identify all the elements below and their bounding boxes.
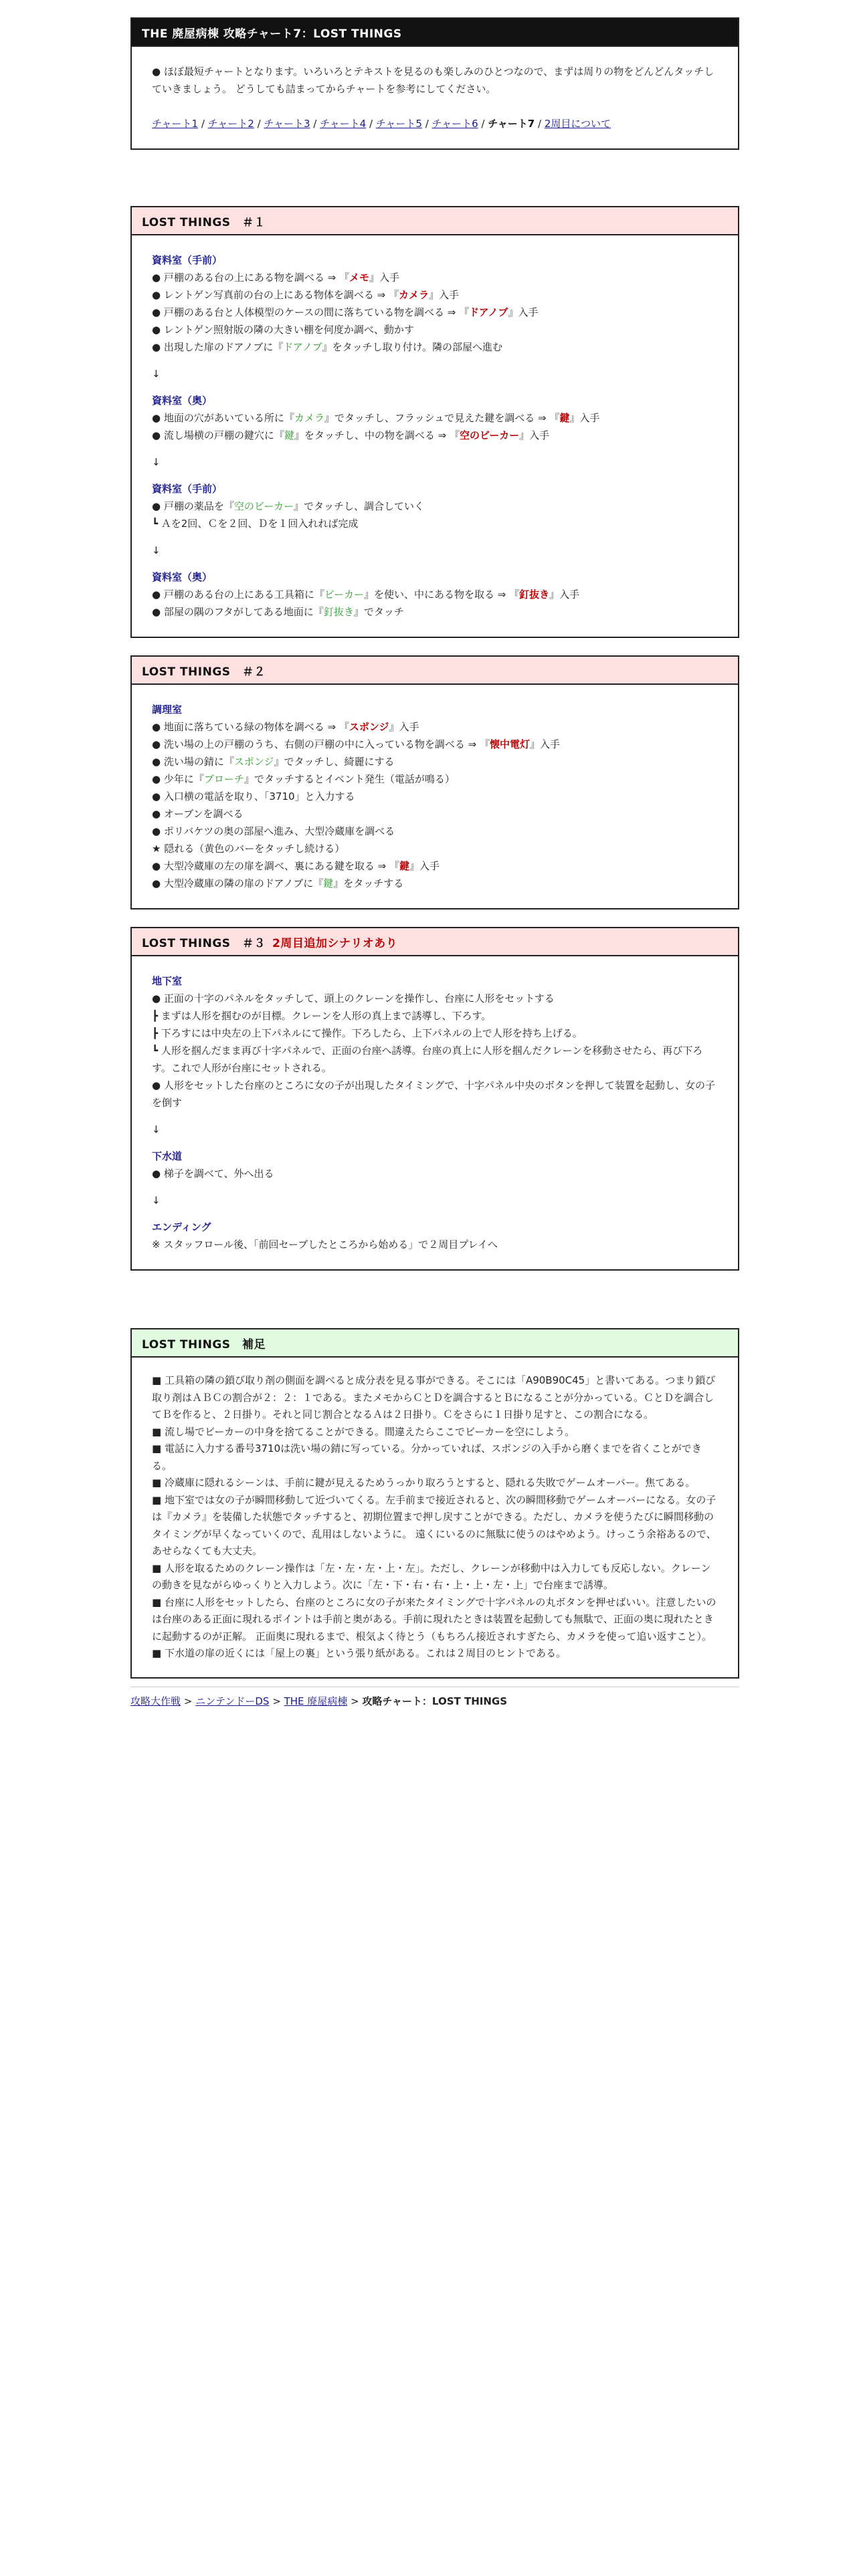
part2-box: [130, 655, 739, 909]
section-heading: 下水道: [152, 1150, 183, 1162]
spacer: [130, 167, 739, 206]
step-line: [152, 875, 718, 892]
step-text: ● レントゲン照射版の隣の大きい棚を何度か調べ、動かす: [152, 324, 414, 336]
step-text: ● ポリバケツの奥の部屋へ進み、大型冷蔵庫を調べる: [152, 825, 395, 837]
breadcrumb-separator: >: [181, 1695, 196, 1707]
item-used: 釘抜き: [323, 606, 354, 618]
chart-nav: [152, 115, 718, 132]
intro-title: THE 廃屋病棟 攻略チャート7：LOST THINGS: [132, 19, 738, 47]
step-text: ● オーブンを調べる: [152, 808, 244, 820]
item-used: 鍵: [323, 877, 334, 889]
item-used: 鍵: [284, 429, 294, 441]
note-item: ■ 工具箱の隣の鎖び取り剤の側面を調べると成分表を見る事ができる。そこには「A90B90C45」と書いてある。つまり鎖び取り剤はＡＢＣの割合が２：２：１である。またメモからＣとＤを調合するとＢになることが分かっている。ＣとＤを調合してＢを作ると、２日掛り。それと同じ割合となるＡは２日掛り。Ｃをさらに１日掛り足すと、この割合になる。: [152, 1374, 716, 1420]
step-line: [152, 427, 718, 444]
chart-link-2[interactable]: チャート2: [207, 118, 254, 130]
section-heading: 地下室: [152, 975, 183, 987]
step-line: [152, 788, 718, 805]
note-item: ■ 冷蔵庫に隠れるシーンは、手前に鍵が見えるためうっかり取ろうとすると、隠れる失敗でゲームオーバー。焦てある。: [152, 1477, 696, 1489]
step-line: [152, 1236, 718, 1253]
item-obtained: メモ: [349, 272, 369, 284]
item-used: ドアノブ: [283, 341, 322, 353]
step-text: ● 人形をセットした台座のところに女の子が出現したタイミングで、十字パネル中央のボタンを押して装置を起動し、女の子を倒す: [152, 1079, 715, 1109]
intro-text: ● ほぼ最短チャートとなります。いろいろとテキストを見るのも楽しみのひとつなので、まずは周りの物をどんどんタッチしていきましょう。 どうしても詰まってからチャートを参考にしてください。: [152, 66, 714, 95]
step-text: 』入手: [429, 289, 460, 301]
item-obtained: カメラ: [399, 289, 430, 301]
nav-separator: /: [478, 118, 488, 130]
step-line: [152, 736, 718, 753]
step-line: [152, 515, 718, 532]
step-text: ● 部屋の隅のフタがしてある地面に『: [152, 606, 324, 618]
step-line: [152, 603, 718, 621]
part3-box: [130, 927, 739, 1271]
section-heading: 資料室（奥）: [152, 395, 213, 407]
step-text: ┗ Ａを2回、Ｃを２回、Ｄを１回入れれば完成: [152, 518, 359, 530]
note-item: ■ 地下室では女の子が瞬間移動して近づいてくる。左手前まで接近されると、次の瞬間移動でゲームオーバーになる。女の子は『カメラ』を装備した状態でタッチすると、初期位置まで押し戻すことができる。ただし、カメラを使うたびに瞬間移動のタイミングが早くなっていくので、乱用はしないように。 遠くにいるのに無駄に使うのはやめよう。けっこう余裕あるので、あせらなくても大丈夫。: [152, 1493, 717, 1557]
item-obtained: 空のビーカー: [459, 429, 520, 441]
item-used: 空のビーカー: [233, 500, 294, 512]
spacer: [130, 1288, 739, 1328]
step-line: [152, 1007, 718, 1025]
step-text: ● 洗い場の錆に『: [152, 756, 234, 768]
step-line: [152, 269, 718, 286]
step-text: 』入手: [569, 412, 600, 424]
step-text: ● 戸棚のある台の上にある工具箱に『: [152, 588, 324, 601]
step-text: ┣ まずは人形を掴むのが目標。クレーンを人形の真上まで誘導し、下ろす。: [152, 1010, 492, 1022]
step-line: [152, 1077, 718, 1111]
step-text: ● レントゲン写真前の台の上にある物体を調べる ⇒ 『: [152, 289, 399, 301]
step-line: [152, 1025, 718, 1042]
step-text: 』でタッチ: [353, 606, 404, 618]
step-line: [152, 823, 718, 840]
part3-body: [132, 956, 738, 1269]
step-text: ┗ 人形を掴んだまま再び十字パネルで、正面の台座へ誘導。台座の真上に人形を掴んだクレーンを移動させたら、再び下ろす。これで人形が台座にセットされる。: [152, 1045, 703, 1074]
chart-link-4[interactable]: チャート4: [320, 118, 367, 130]
step-text: 』でタッチし、調合していく: [293, 500, 424, 512]
chart-link-3[interactable]: チャート3: [264, 118, 310, 130]
note-item: ■ 流し場でビーカーの中身を捨てることができる。間違えたらここでビーカーを空にしよう。: [152, 1425, 575, 1438]
section-heading: 資料室（奥）: [152, 571, 213, 583]
step-text: ● 出現した扉のドアノブに『: [152, 341, 284, 353]
page-wrapper: [130, 0, 739, 1708]
nav-separator: /: [421, 118, 432, 130]
step-line: [152, 338, 718, 356]
step-text: 』入手: [508, 306, 539, 318]
step-text: 』入手: [529, 738, 560, 750]
step-line: [152, 718, 718, 736]
note-item: ■ 人形を取るためのクレーン操作は「左・左・左・上・左」。ただし、クレーンが移動中は入力しても反応しない。クレーンの動きを見ながらゆっくりと入力しよう。次に「左・下・右・右・上・上・左・上」で台座まで誘導。: [152, 1562, 711, 1591]
section-arrow: ↓: [152, 368, 161, 380]
section-heading: 資料室（手前）: [152, 483, 223, 495]
step-line: [152, 990, 718, 1007]
step-line: [152, 321, 718, 338]
step-text: ● 地面に落ちている緑の物体を調べる ⇒ 『: [152, 721, 349, 733]
notes-title: LOST THINGS 補足: [132, 1329, 738, 1358]
step-line: [152, 857, 718, 875]
item-used: ビーカー: [324, 588, 364, 601]
step-line: [152, 304, 718, 321]
item-obtained: ドアノブ: [469, 306, 508, 318]
breadcrumb: [130, 1687, 739, 1708]
item-obtained: 鍵: [399, 860, 409, 872]
breadcrumb-link[interactable]: THE 廃屋病棟: [284, 1695, 348, 1707]
item-obtained: スポンジ: [349, 721, 389, 733]
part3-title-text: LOST THINGS ＃３: [142, 937, 266, 950]
section-heading: 調理室: [152, 704, 183, 716]
step-text: 』入手: [549, 588, 580, 601]
nav-separator: /: [310, 118, 320, 130]
note-item: ■ 電話に入力する番号3710は洗い場の錆に写っている。分かっていれば、スポンジの入手から磨くまでを省くことができる。: [152, 1442, 702, 1472]
section-heading: エンディング: [152, 1221, 211, 1233]
step-text: ● 梯子を調べて、外へ出る: [152, 1168, 274, 1180]
item-used: カメラ: [294, 412, 324, 424]
part3-title: [132, 928, 738, 956]
notes-box: [130, 1328, 739, 1679]
breadcrumb-separator: >: [269, 1695, 284, 1707]
step-text: 』を使い、中にある物を取る ⇒ 『: [363, 588, 520, 601]
step-text: ● 洗い場の上の戸棚のうち、右側の戸棚の中に入っている物を調べる ⇒ 『: [152, 738, 490, 750]
chart-current-7: チャート7: [488, 118, 535, 130]
step-text: ● 戸棚のある台と人体模型のケースの間に落ちている物を調べる ⇒ 『: [152, 306, 470, 318]
step-line: [152, 770, 718, 788]
step-line: [152, 805, 718, 823]
nav-separator: /: [535, 118, 545, 130]
step-text: ※ スタッフロール後、「前回セーブしたところから始める」で２周目プレイへ: [152, 1239, 498, 1251]
step-text: 』入手: [369, 272, 399, 284]
step-text: 』入手: [519, 429, 550, 441]
step-text: ● 流し場横の戸棚の鍵穴に『: [152, 429, 284, 441]
step-text: ● 戸棚の薬品を『: [152, 500, 234, 512]
chart-link-5[interactable]: チャート5: [375, 118, 422, 130]
chart-link-6[interactable]: チャート6: [432, 118, 478, 130]
intro-box: [130, 17, 739, 150]
item-used: ブローチ: [203, 773, 244, 785]
step-line: [152, 1042, 718, 1077]
breadcrumb-link[interactable]: ニンテンドーDS: [195, 1695, 270, 1707]
note-item: ■ 台座に人形をセットしたら、台座のところに女の子が来たタイミングで十字パネルの丸ボタンを押せばいい。注意したいのは台座のある正面に現れるポイントは手前と奥がある。手前に現れたときは装置を起動しても無駄で、正面の奥に現れたときに起動するのが正解。 正面奥に現れるまで、根気よく待とう（もちろん接近されすぎたら、カメラを使って追い返すこと）。: [152, 1596, 717, 1642]
item-obtained: 鍵: [559, 412, 570, 424]
section-arrow: ↓: [152, 456, 161, 468]
part3-title-note: 2周目追加シナリオあり: [272, 937, 398, 950]
section-arrow: ↓: [152, 1194, 161, 1206]
step-line: [152, 409, 718, 427]
intro-body: [132, 47, 738, 148]
step-text: 』入手: [389, 721, 419, 733]
step-line: [152, 586, 718, 603]
note-item: ■ 下水道の扉の近くには「屋上の裏」という張り紙がある。これは２周目のヒントである。: [152, 1647, 566, 1659]
step-text: ● 大型冷蔵庫の隣の扉のドアノブに『: [152, 877, 324, 889]
section-arrow: ↓: [152, 1123, 161, 1136]
step-line: [152, 1165, 718, 1182]
breadcrumb-separator: >: [347, 1695, 363, 1707]
step-text: ● 正面の十字のパネルをタッチして、頭上のクレーンを操作し、台座に人形をセットする: [152, 992, 555, 1004]
part2-title-text: LOST THINGS ＃２: [142, 665, 266, 679]
step-text: 』でタッチし、綺麗にする: [274, 756, 395, 768]
step-text: ● 大型冷蔵庫の左の扉を調べ、裏にある鍵を取る ⇒ 『: [152, 860, 399, 872]
breadcrumb-current: 攻略チャート：LOST THINGS: [362, 1695, 507, 1707]
nav-separator: /: [198, 118, 208, 130]
part1-body: [132, 235, 738, 637]
step-text: 』でタッチし、フラッシュで見えた鍵を調べる ⇒ 『: [324, 412, 560, 424]
step-text: ● 戸棚のある台の上にある物を調べる ⇒ 『: [152, 272, 349, 284]
step-text: ★ 隠れる（黄色のバーをタッチし続ける）: [152, 843, 345, 855]
item-used: スポンジ: [233, 756, 274, 768]
step-text: ┣ 下ろすには中央左の上下パネルにて操作。下ろしたら、上下パネルの上で人形を持ち上げる。: [152, 1027, 583, 1039]
step-text: 』をタッチし、中の物を調べる ⇒ 『: [294, 429, 460, 441]
chart-link-1[interactable]: チャート1: [152, 118, 199, 130]
step-line: [152, 498, 718, 515]
step-text: 』でタッチするとイベント発生（電話が鳴る）: [244, 773, 455, 785]
step-line: [152, 286, 718, 304]
step-line: [152, 840, 718, 857]
step-text: ● 入口横の電話を取り、「3710」と入力する: [152, 790, 355, 802]
notes-body: [132, 1358, 738, 1677]
step-text: ● 地面の穴があいている所に『: [152, 412, 294, 424]
step-text: 』をタッチし取り付け。隣の部屋へ進む: [322, 341, 502, 353]
nav-separator: /: [254, 118, 264, 130]
step-text: 』入手: [409, 860, 440, 872]
part1-box: [130, 206, 739, 638]
chart-link-8[interactable]: 2周目について: [544, 118, 611, 130]
item-obtained: 懐中電灯: [489, 738, 530, 750]
part2-title: [132, 657, 738, 685]
step-text: 』をタッチする: [333, 877, 404, 889]
part2-body: [132, 685, 738, 908]
step-line: [152, 753, 718, 770]
step-text: ● 少年に『: [152, 773, 204, 785]
section-heading: 資料室（手前）: [152, 254, 223, 266]
item-obtained: 釘抜き: [519, 588, 550, 601]
section-arrow: ↓: [152, 544, 161, 556]
nav-separator: /: [366, 118, 376, 130]
part1-title: LOST THINGS ＃１: [132, 207, 738, 235]
breadcrumb-link[interactable]: 攻略大作戦: [130, 1695, 181, 1707]
